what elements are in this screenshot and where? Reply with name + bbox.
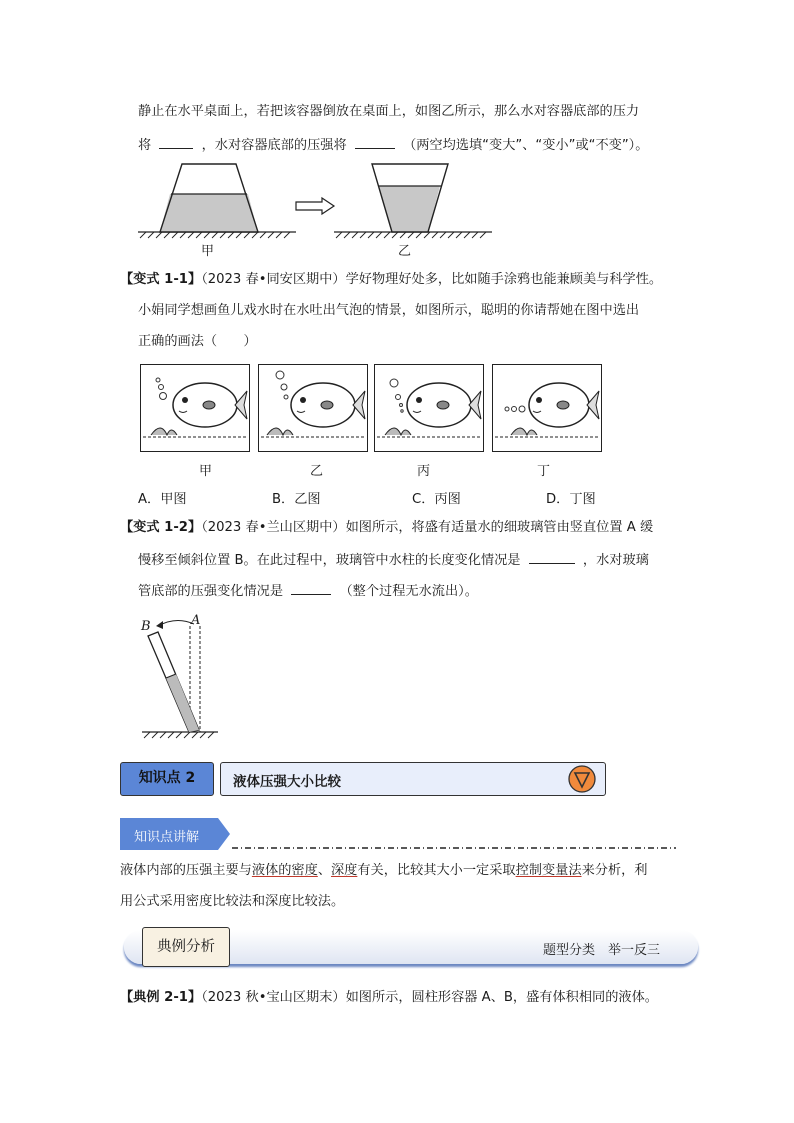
variant-1-2-text-c: 管底部的压强变化情况是: [138, 584, 284, 599]
example-2-1-text: （2023 秋•宝山区期末）如图所示，圆柱形容器 A、B，盛有体积相同的液体。: [201, 990, 658, 1005]
knowledge-title: 液体压强大小比较: [233, 774, 341, 790]
variant-1-1-line-1: [120, 270, 662, 290]
kb-c: 、: [317, 863, 331, 878]
intro-line-2: [138, 134, 648, 156]
variant-1-2-line-3: [138, 580, 478, 602]
kb-e: 有关，比较其大小一定采取: [357, 863, 516, 878]
knowledge-title-box: [220, 762, 606, 796]
variant-1-2-text: （2023 春•兰山区期中）如图所示，将盛有适量水的细玻璃管由竖直位置 A 缓: [201, 520, 654, 535]
intro-line-1: 静止在水平桌面上，若把该容器倒放在桌面上，如图乙所示，那么水对容器底部的压力: [138, 104, 640, 119]
option-d[interactable]: D．丁图: [546, 492, 596, 507]
explain-tab-bar: [120, 818, 680, 852]
fish-panel-bing[interactable]: [374, 364, 484, 452]
intro-text-a: 将: [138, 138, 152, 153]
kb-control-variable: 控制变量法: [515, 863, 582, 878]
variant-1-2-text-d: （整个过程无水流出）。: [339, 584, 478, 599]
fish-drawing: [259, 365, 366, 450]
fish-drawing: [141, 365, 248, 450]
fig1-label-right: 乙: [398, 244, 412, 259]
fish-label-bing: 丙: [417, 464, 431, 479]
variant-1-2-tag: 【变式 1-2】: [120, 520, 202, 535]
expand-down-icon[interactable]: [567, 764, 597, 794]
kb-density: 液体的密度: [251, 863, 318, 878]
blank-length[interactable]: [529, 549, 575, 564]
example-banner-title: 典例分析: [142, 927, 230, 967]
fish-label-yi: 乙: [310, 464, 324, 479]
fig1-label-left: 甲: [201, 244, 215, 259]
fish-panel-ding[interactable]: [492, 364, 602, 452]
variant-1-1-line-2: 小娟同学想画鱼儿戏水时在水吐出气泡的情景，如图所示，聪明的你请帮她在图中选出: [138, 303, 640, 318]
fish-drawing: [493, 365, 600, 450]
fish-panel-jia[interactable]: [140, 364, 250, 452]
example-2-1-line: [120, 988, 658, 1008]
variant-1-2-line-2: [138, 549, 649, 571]
container-figure: [136, 160, 496, 240]
intro-text-c: （两空均选填“变大”、“变小”或“不变”）。: [403, 138, 649, 153]
blank-pressure[interactable]: [355, 134, 395, 149]
kb-depth: 深度: [331, 863, 358, 878]
option-a[interactable]: A．甲图: [138, 492, 187, 507]
fish-drawing: [375, 365, 482, 450]
tube-label-a: A: [191, 613, 201, 628]
explain-tab-label: 知识点讲解: [134, 830, 200, 845]
variant-1-2-text-b: ，水对玻璃: [582, 553, 649, 568]
variant-1-1-text: （2023 春•同安区期中）学好物理好处多，比如随手涂鸦也能兼顾美与科学性。: [201, 272, 663, 287]
example-banner-right: 题型分类 举一反三: [542, 943, 660, 958]
kb-g: 来分析，利: [581, 863, 648, 878]
fish-label-jia: 甲: [199, 464, 213, 479]
variant-1-1-tag: 【变式 1-1】: [120, 272, 202, 287]
tube-label-b: B: [141, 619, 151, 634]
kb-a: 液体内部的压强主要与: [120, 863, 252, 878]
fish-label-ding: 丁: [537, 464, 551, 479]
blank-force[interactable]: [159, 134, 193, 149]
example-2-1-tag: 【典例 2-1】: [120, 990, 202, 1005]
fish-panel-yi[interactable]: [258, 364, 368, 452]
option-c[interactable]: C．丙图: [412, 492, 461, 507]
variant-1-2-text-a: 慢移至倾斜位置 B。在此过程中，玻璃管中水柱的长度变化情况是: [138, 553, 521, 568]
variant-1-1-line-3: 正确的画法（ ）: [138, 334, 257, 349]
knowledge-body-line-1: [120, 861, 648, 881]
intro-text-b: ，水对容器底部的压强将: [201, 138, 347, 153]
variant-1-2-line-1: [120, 518, 653, 538]
blank-bottom-pressure[interactable]: [291, 580, 331, 595]
knowledge-tag: 知识点 2: [120, 762, 214, 796]
option-b[interactable]: B．乙图: [272, 492, 321, 507]
knowledge-body-line-2: 用公式采用密度比较法和深度比较法。: [120, 894, 345, 909]
